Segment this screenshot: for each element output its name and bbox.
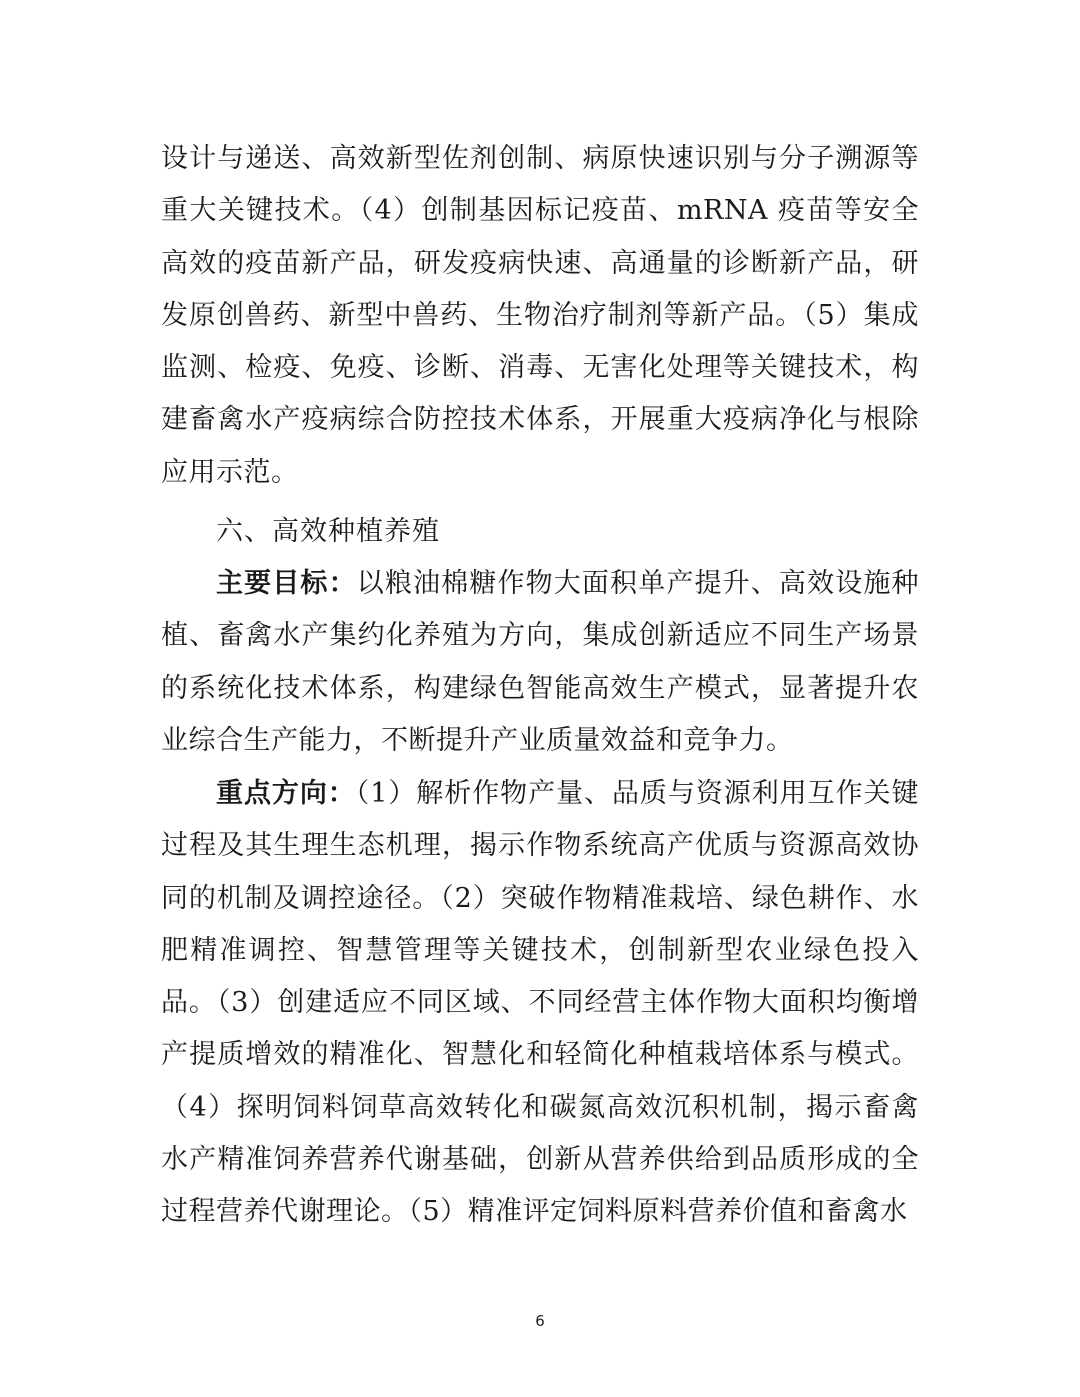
key-directions-label: 重点方向： (216, 778, 356, 809)
key-directions-paragraph (161, 768, 919, 1239)
section-heading: 六、高效种植养殖 (216, 516, 440, 547)
main-goal-text: 以粮油棉糖作物大面积单产提升、高效设施种植、畜禽水产集约化养殖为方向，集成创新适应不同生产场景的系统化技术体系，构建绿色智能高效生产模式，显著提升农业综合生产能力，不断提升产业质量效益和竞争力。 (161, 568, 920, 756)
continued-paragraph: 设计与递送、高效新型佐剂创制、病原快速识别与分子溯源等重大关键技术。（4）创制基因标记疫苗、mRNA 疫苗等安全高效的疫苗新产品，研发疫病快速、高通量的诊断新产品，研发原创兽药、新型中兽药、生物治疗制剂等新产品。（5）集成监测、检疫、免疫、诊断、消毒、无害化处理等关键技术，构建畜禽水产疫病综合防控技术体系，开展重大疫病净化与根除应用示范。 (161, 143, 919, 488)
main-goal-label: 主要目标： (216, 568, 357, 599)
page-number: 6 (535, 1312, 545, 1330)
key-directions-text: （1）解析作物产量、品质与资源利用互作关键过程及其生理生态机理，揭示作物系统高产优质与资源高效协同的机制及调控途径。（2）突破作物精准栽培、绿色耕作、水肥精准调控、智慧管理等关键技术，创制新型农业绿色投入品。（3）创建适应不同区域、不同经营主体作物大面积均衡增产提质增效的精准化、智慧化和轻简化种植栽培体系与模式。（4）探明饲料饲草高效转化和碳氮高效沉积机制，揭示畜禽水产精准饲养营养代谢基础，创新从营养供给到品质形成的全过程营养代谢理论。（5）精准评定饲料原料营养价值和畜禽水 (161, 778, 919, 1228)
main-goal-paragraph (161, 558, 919, 767)
